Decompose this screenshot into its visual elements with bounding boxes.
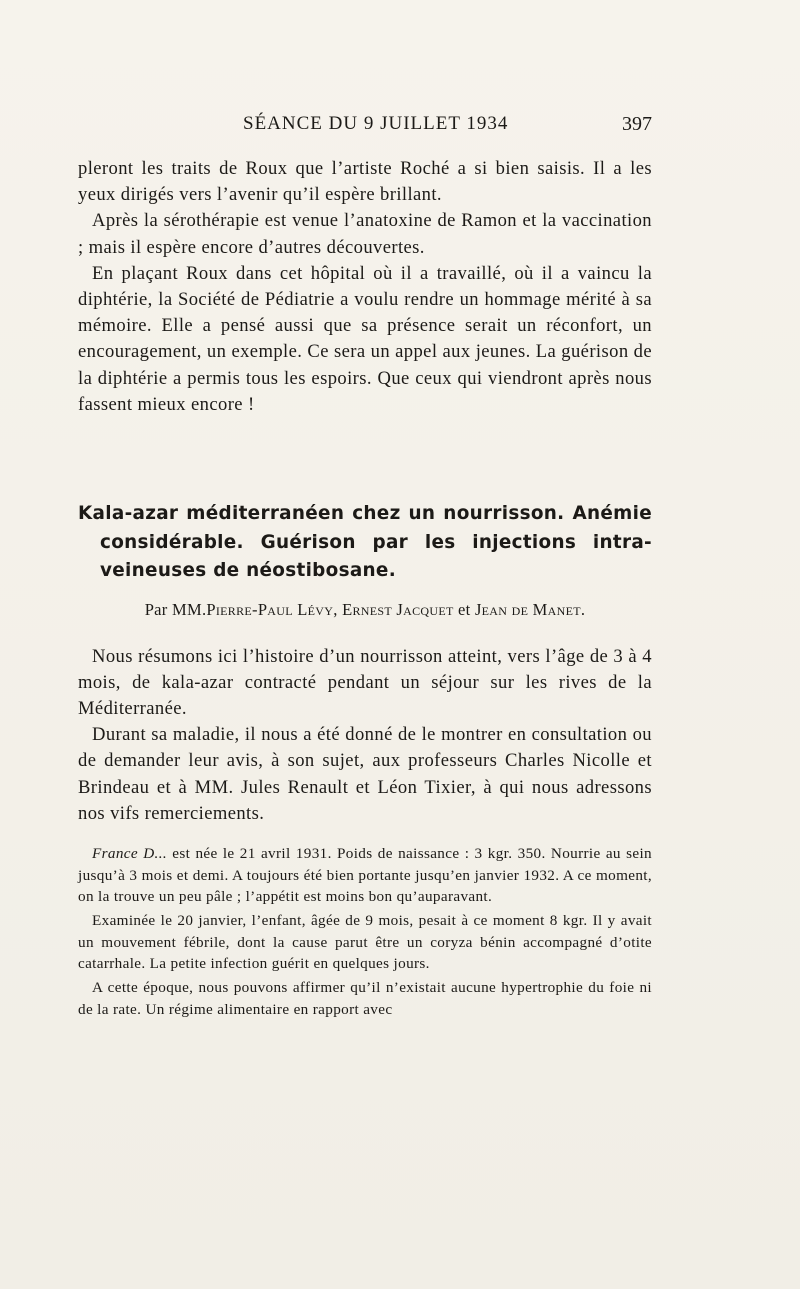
- case-paragraph: Examinée le 20 janvier, l’enfant, âgée de 9 mois, pesait à ce moment 8 kgr. Il y avait un mouvement fébrile, dont la cause parut être un coryza bénin accompagné d’otite catarrhale. La petite infection guérit en quelques jours.: [78, 912, 652, 973]
- running-head: SÉANCE DU 9 JUILLET 1934: [243, 113, 509, 134]
- abstract-paragraph: Nous résumons ici l’histoire d’un nourrisson atteint, vers l’âge de 3 à 4 mois, de kala-azar contracté pendant un séjour sur les rives de la Méditerranée.: [78, 645, 652, 719]
- intro-text: [78, 156, 652, 418]
- case-paragraph: [78, 843, 652, 908]
- case-paragraph: A cette époque, nous pouvons affirmer qu’il n’existait aucune hypertrophie du foie ni de la rate. Un régime alimentaire en rapport avec: [78, 979, 652, 1018]
- authors-conjunction: et: [453, 599, 475, 619]
- article-title-block: [78, 500, 652, 586]
- intro-paragraph: En plaçant Roux dans cet hôpital où il a travaillé, où il a vaincu la diphtérie, la Société de Pédiatrie a voulu rendre un hommage mérité à sa mémoire. Elle a pensé aussi que sa présence serait un réconfort, un encouragement, un exemple. Ce sera un appel aux jeunes. La guérison de la diphtérie a permis tous les espoirs. Que ceux qui viendront après nous fassent mieux encore !: [78, 262, 652, 415]
- case-report: [78, 843, 652, 1021]
- page-header: [78, 113, 652, 143]
- author-name: Ernest Jacquet: [342, 599, 454, 619]
- page-number: 397: [622, 113, 652, 135]
- authors-prefix: Par MM.: [144, 599, 207, 619]
- case-first-text: est née le 21 avril 1931. Poids de naissance : 3 kgr. 350. Nourrie au sein jusqu’à 3 mois et demi. A toujours été bien portante jusqu’en janvier 1932. A ce moment, on la trouve un peu pâle ; l’appétit est moins bon qu’auparavant.: [78, 844, 652, 906]
- article-title: Kala-azar méditerranéen chez un nourrisson. Anémie considérable. Guérison par les injections intra-veineuses de néostibosane.: [78, 503, 652, 582]
- authors-suffix: .: [580, 599, 586, 619]
- author-name: Pierre-Paul Lévy: [206, 599, 334, 619]
- article-introduction: [78, 644, 652, 827]
- article-authors: [78, 600, 652, 620]
- intro-paragraph: Après la sérothérapie est venue l’anatoxine de Ramon et la vaccination ; mais il espère encore d’autres découvertes.: [78, 210, 652, 258]
- authors-separator: ,: [333, 599, 343, 619]
- author-name: Jean de Manet: [474, 599, 581, 619]
- abstract-paragraph: Durant sa maladie, il nous a été donné de le montrer en consultation ou de demander leur avis, à son sujet, aux professeurs Charles Nicolle et Brindeau et à MM. Jules Renault et Léon Tixier, à qui nous adressons nos vifs remerciements.: [78, 724, 652, 824]
- page-content: [78, 156, 652, 1021]
- patient-name: France D...: [92, 844, 167, 862]
- intro-paragraph: pleront les traits de Roux que l’artiste Roché a si bien saisis. Il a les yeux dirigés vers l’avenir qu’il espère brillant.: [78, 158, 652, 206]
